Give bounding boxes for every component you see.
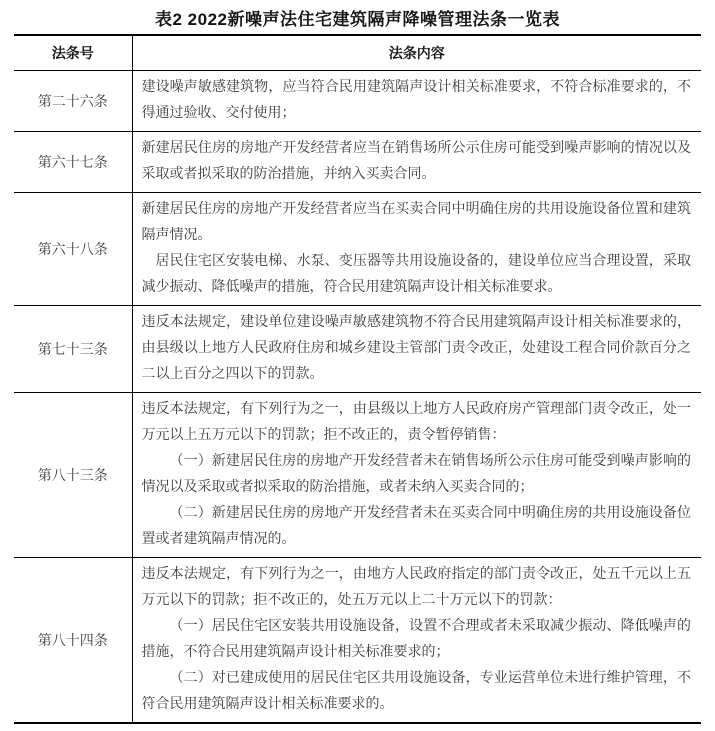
content-paragraph: （二）新建居民住房的房地产开发经营者未在买卖合同中明确住房的共用设施设备位置或者建筑隔声情况的。: [141, 505, 691, 547]
table-header: [14, 35, 701, 70]
table-row: [14, 305, 701, 392]
page-title: 表2 2022新噪声法住宅建筑隔声降噪管理法条一览表: [155, 10, 560, 29]
content-paragraph: （一）新建居民住房的房地产开发经营者未在销售场所公示住房可能受到噪声影响的情况以及采取或者拟采取的防治措施，或者未纳入买卖合同的；: [141, 453, 691, 495]
article-content: [132, 192, 701, 305]
content-paragraph: 违反本法规定，有下列行为之一，由地方人民政府指定的部门责令改正，处五千元以上五万元以下的罚款；拒不改正的，处五万元以上二十万元以下的罚款：: [141, 566, 691, 608]
article-number: 第七十三条: [37, 342, 108, 358]
law-articles-table: [14, 34, 701, 724]
table-row: [14, 131, 701, 192]
header-row: [14, 35, 701, 70]
content-paragraph: 新建居民住房的房地产开发经营者应当在销售场所公示住房可能受到噪声影响的情况以及采取或者拟采取的防治措施，并纳入买卖合同。: [141, 140, 691, 182]
article-number: 第六十八条: [37, 242, 108, 258]
article-number: 第六十七条: [37, 155, 108, 171]
content-paragraph: 违反本法规定，有下列行为之一，由县级以上地方人民政府房产管理部门责令改正，处一万元以上五万元以下的罚款；拒不改正的，责令暂停销售：: [141, 401, 691, 443]
table-row: [14, 392, 701, 557]
article-content: [132, 305, 701, 392]
article-number: 第八十三条: [37, 468, 108, 484]
content-paragraph: 建设噪声敏感建筑物，应当符合民用建筑隔声设计相关标准要求，不符合标准要求的，不得通过验收、交付使用；: [141, 79, 691, 121]
article-number: 第二十六条: [37, 94, 108, 110]
article-content: [132, 557, 701, 723]
content-paragraph: （二）对已建成使用的居民住宅区共用设施设备，专业运营单位未进行维护管理，不符合民用建筑隔声设计相关标准要求的。: [141, 670, 691, 712]
content-paragraph: 居民住宅区安装电梯、水泵、变压器等共用设施设备的，建设单位应当合理设置，采取减少振动、降低噪声的措施，符合民用建筑隔声设计相关标准要求。: [141, 253, 691, 295]
table-row: [14, 70, 701, 131]
column-header-article-number: 法条号: [51, 44, 94, 61]
table-row: [14, 192, 701, 305]
article-content: [132, 70, 701, 131]
article-number: 第八十四条: [37, 633, 108, 649]
table-row: [14, 557, 701, 723]
column-header-article-content: 法条内容: [132, 35, 701, 70]
article-content: [132, 131, 701, 192]
content-paragraph: 违反本法规定，建设单位建设噪声敏感建筑物不符合民用建筑隔声设计相关标准要求的，由县级以上地方人民政府住房和城乡建设主管部门责令改正，处建设工程合同价款百分之二以上百分之四以下的罚款。: [141, 314, 691, 382]
article-content: [132, 392, 701, 557]
content-paragraph: （一）居民住宅区安装共用设施设备，设置不合理或者未采取减少振动、降低噪声的措施，不符合民用建筑隔声设计相关标准要求的；: [141, 618, 691, 660]
table-body: [14, 70, 701, 723]
content-paragraph: 新建居民住房的房地产开发经营者应当在买卖合同中明确住房的共用设施设备位置和建筑隔声情况。: [141, 201, 691, 243]
